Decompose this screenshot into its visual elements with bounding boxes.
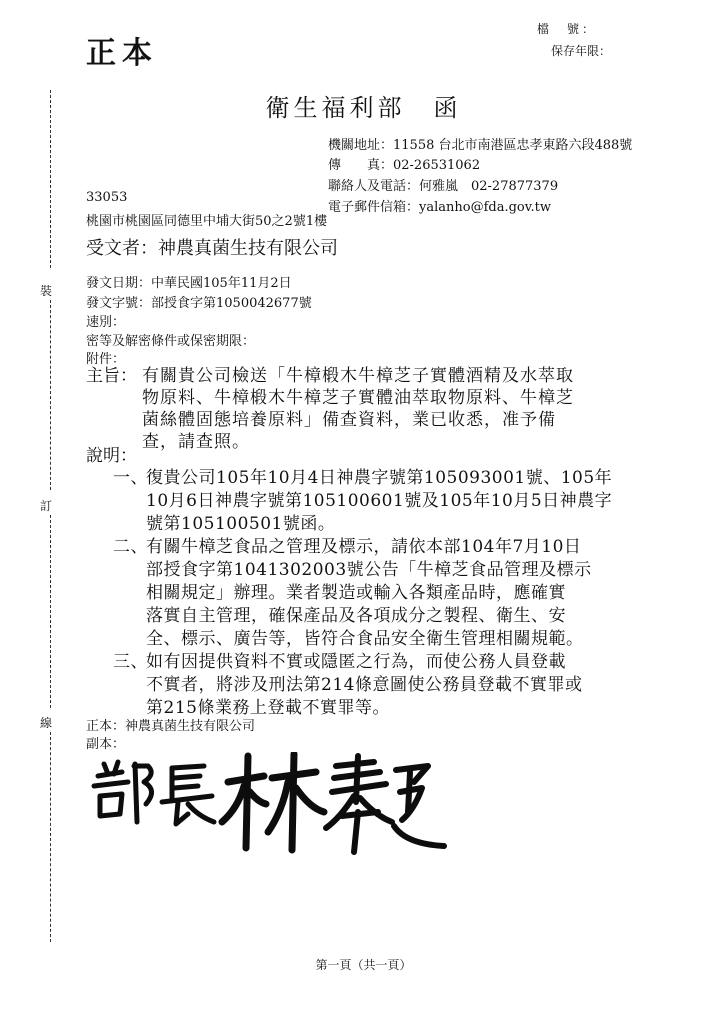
document-title: 衛生福利部 函 (265, 94, 462, 122)
subject-label: 主旨： (86, 366, 137, 386)
explanation-item-number: 三、 (113, 652, 148, 672)
explanation-line: 10月6日神農字號第105100601號及105年10月5日神農字 (146, 491, 613, 511)
subject-line: 查，請查照。 (142, 432, 250, 452)
issue-date: 發文日期：中華民國105年11月2日 (86, 276, 292, 291)
explanation-line: 部授食字第1041302003號公告「牛樟芝食品管理及標示 (146, 560, 592, 580)
postal-code: 33053 (86, 190, 128, 205)
binding-line (50, 732, 51, 942)
signature-char-chang (162, 766, 214, 824)
binding-line (50, 90, 51, 268)
subject-line: 有關貴公司檢送「牛樟椴木牛樟芝子實體酒精及水萃取 (142, 366, 574, 386)
signature-char-lin (222, 754, 324, 850)
original-recipient: 正本：神農真菌生技有限公司 (86, 719, 256, 734)
binding-mark: 訂 (40, 499, 53, 513)
binding-mark: 裝 (40, 284, 53, 298)
document-number: 發文字號：部授食字第1050042677號 (86, 296, 312, 311)
explanation-item-number: 一、 (113, 468, 148, 488)
explanation-line: 不實者，將涉及刑法第214條意圖使公務員登載不實罪或 (146, 675, 583, 695)
recipient-address: 桃園市桃園區同德里中埔大街50之2號1樓 (86, 214, 328, 229)
classification: 密等及解密條件或保密期限： (86, 334, 256, 349)
agency-fax: 傳 真：02-26531062 (328, 158, 481, 173)
file-number-label: 檔 號： (537, 22, 598, 36)
copy-recipient: 副本： (86, 737, 126, 752)
explanation-line: 相關規定」辦理。業者製造或輸入各類產品時，應確實 (146, 583, 566, 603)
subject-line: 物原料、牛樟椴木牛樟芝子實體油萃取物原料、牛樟芝 (142, 388, 574, 408)
signature-char-bu (94, 762, 152, 822)
binding-line (50, 515, 51, 708)
agency-email: 電子郵件信箱：yalanho@fda.gov.tw (328, 200, 552, 215)
copy-type-label: 正本 (86, 36, 158, 71)
explanation-item-number: 二、 (113, 537, 148, 557)
binding-line (50, 300, 51, 490)
urgency: 速別： (86, 315, 126, 330)
explanation-line: 全、標示、廣告等，皆符合食品安全衛生管理相關規範。 (146, 629, 584, 649)
subject-line: 菌絲體固態培養原料」備查資料，業已收悉，准予備 (142, 410, 556, 430)
recipient: 受文者：神農真菌生技有限公司 (86, 238, 338, 259)
agency-contact: 聯絡人及電話：何雅嵐 02-27877379 (328, 179, 559, 194)
signature-char-yan (394, 766, 444, 846)
signature-char-zou (326, 756, 392, 852)
explanation-line: 第215條業務上登載不實罪等。 (146, 698, 390, 718)
explanation-line: 號第105100501號函。 (146, 514, 336, 534)
attachment: 附件： (86, 352, 126, 367)
explanation-line: 落實自主管理，確保產品及各項成分之製程、衛生、安 (146, 606, 566, 626)
minister-signature (88, 752, 448, 862)
explanation-line: 如有因提供資料不實或隱匿之行為，而使公務人員登載 (146, 652, 566, 672)
retention-period-label: 保存年限： (551, 44, 612, 58)
agency-address: 機關地址：11558 台北市南港區忠孝東路六段488號 (328, 138, 633, 153)
explanation-line: 有關牛樟芝食品之管理及標示，請依本部104年7月10日 (146, 537, 582, 557)
page-number: 第一頁（共一頁） (315, 958, 412, 972)
explanation-line: 復貴公司105年10月4日神農字號第105093001號、105年 (146, 468, 613, 488)
binding-mark: 線 (40, 716, 53, 730)
explanation-label: 說明： (86, 446, 137, 466)
